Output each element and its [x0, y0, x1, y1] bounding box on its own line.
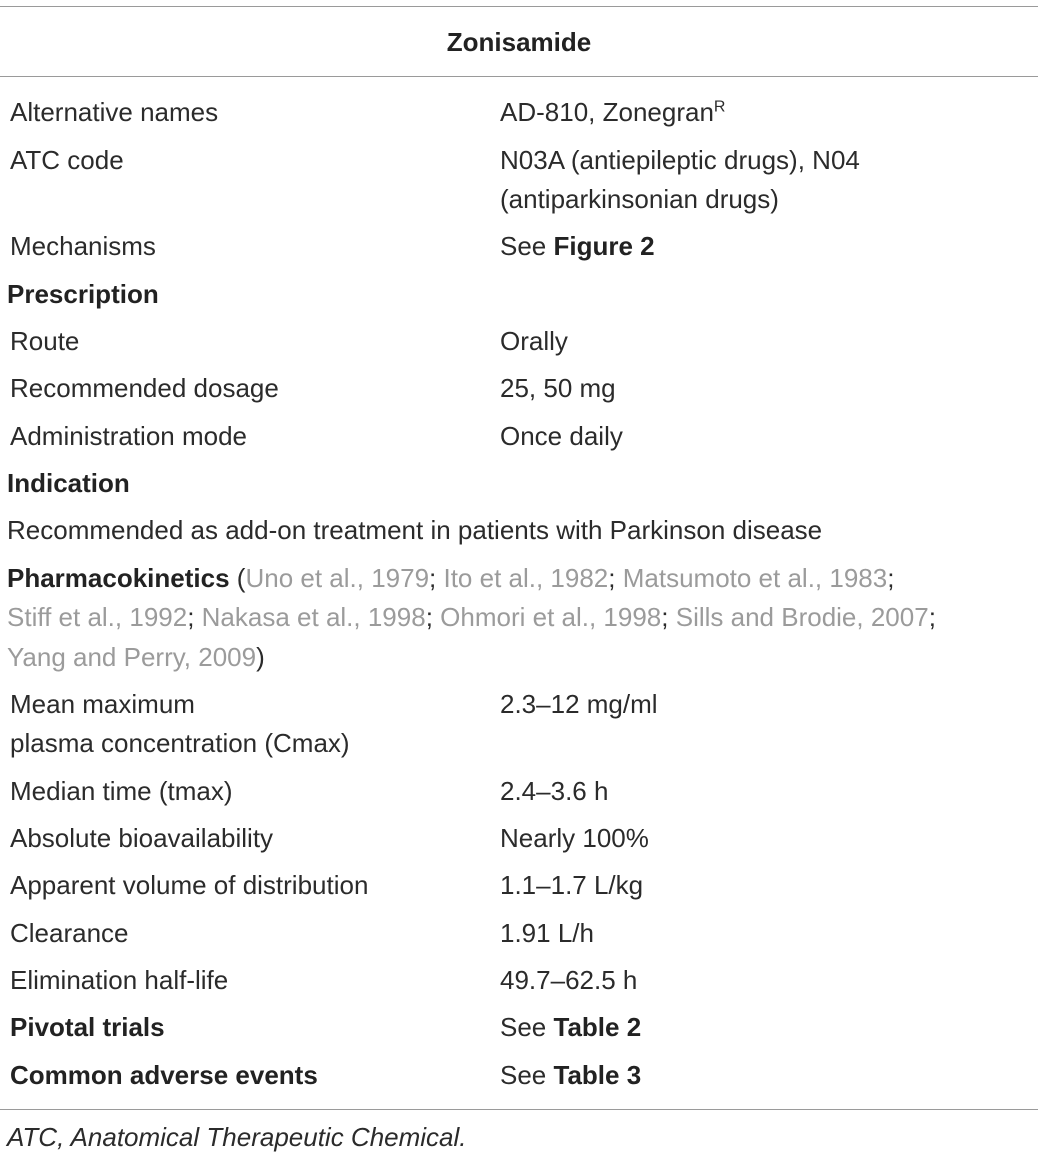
atc-value-line2: (antiparkinsonian drugs): [500, 184, 779, 214]
mechanisms-value: See Figure 2: [500, 231, 655, 261]
top-rule: [0, 6, 1038, 7]
pk-header: Pharmacokinetics: [7, 563, 230, 593]
tmax-label: Median time (tmax): [10, 776, 233, 806]
dosage-value: 25, 50 mg: [500, 373, 616, 403]
alt-names-label: Alternative names: [10, 97, 219, 127]
clearance-value: 1.91 L/h: [500, 918, 594, 948]
pivotal-trials-label: Pivotal trials: [10, 1012, 165, 1042]
indication-text: Recommended as add-on treatment in patients with Parkinson disease: [7, 515, 823, 545]
adverse-events-value: See Table 3: [500, 1060, 642, 1090]
indication-header: Indication: [7, 468, 130, 498]
half-life-value: 49.7–62.5 h: [500, 965, 638, 995]
ref-link[interactable]: Uno et al., 1979: [245, 563, 430, 593]
bioavailability-label: Absolute bioavailability: [10, 823, 274, 853]
cmax-label-line1: Mean maximum: [10, 689, 195, 719]
figure-link[interactable]: Figure 2: [553, 231, 655, 261]
route-label: Route: [10, 326, 80, 356]
cmax-label-line2: plasma concentration (Cmax): [10, 728, 350, 758]
ref-link[interactable]: Ito et al., 1982: [443, 563, 609, 593]
header-rule: [0, 76, 1038, 77]
volume-distribution-value: 1.1–1.7 L/kg: [500, 870, 644, 900]
ref-link[interactable]: Stiff et al., 1992: [7, 602, 188, 632]
footnote: ATC, Anatomical Therapeutic Chemical.: [7, 1122, 467, 1152]
mechanisms-label: Mechanisms: [10, 231, 156, 261]
pk-header-line2: Stiff et al., 1992; Nakasa et al., 1998; Ohmori et al., 1998; Sills and Brodie, 2007;: [7, 602, 936, 632]
table2-link[interactable]: Table 2: [553, 1012, 642, 1042]
cmax-value: 2.3–12 mg/ml: [500, 689, 658, 719]
route-value: Orally: [500, 326, 568, 356]
adverse-events-label: Common adverse events: [10, 1060, 318, 1090]
bioavailability-value: Nearly 100%: [500, 823, 649, 853]
tmax-value: 2.4–3.6 h: [500, 776, 609, 806]
prescription-header: Prescription: [7, 279, 159, 309]
alt-names-value: AD-810, Zonegran$^R$: [500, 97, 726, 127]
half-life-label: Elimination half-life: [10, 965, 229, 995]
table3-link[interactable]: Table 3: [553, 1060, 642, 1090]
pk-header-line1: Pharmacokinetics (Uno et al., 1979; Ito et al., 1982; Matsumoto et al., 1983;: [7, 563, 895, 593]
ref-link[interactable]: Sills and Brodie, 2007: [675, 602, 929, 632]
pk-header-line3: Yang and Perry, 2009): [7, 642, 265, 672]
dosage-label: Recommended dosage: [10, 373, 279, 403]
atc-value-line1: N03A (antiepileptic drugs), N04: [500, 145, 860, 175]
ref-link[interactable]: Matsumoto et al., 1983: [622, 563, 888, 593]
ref-link[interactable]: Ohmori et al., 1998: [440, 602, 662, 632]
ref-link[interactable]: Yang and Perry, 2009: [7, 642, 257, 672]
clearance-label: Clearance: [10, 918, 129, 948]
table-title: Zonisamide: [446, 27, 592, 57]
admin-mode-value: Once daily: [500, 421, 623, 451]
bottom-rule: [0, 1109, 1038, 1110]
alt-names-superscript: R: [713, 98, 726, 116]
pivotal-trials-value: See Table 2: [500, 1012, 642, 1042]
admin-mode-label: Administration mode: [10, 421, 247, 451]
ref-link[interactable]: Nakasa et al., 1998: [201, 602, 426, 632]
volume-distribution-label: Apparent volume of distribution: [10, 870, 369, 900]
atc-label: ATC code: [10, 145, 124, 175]
